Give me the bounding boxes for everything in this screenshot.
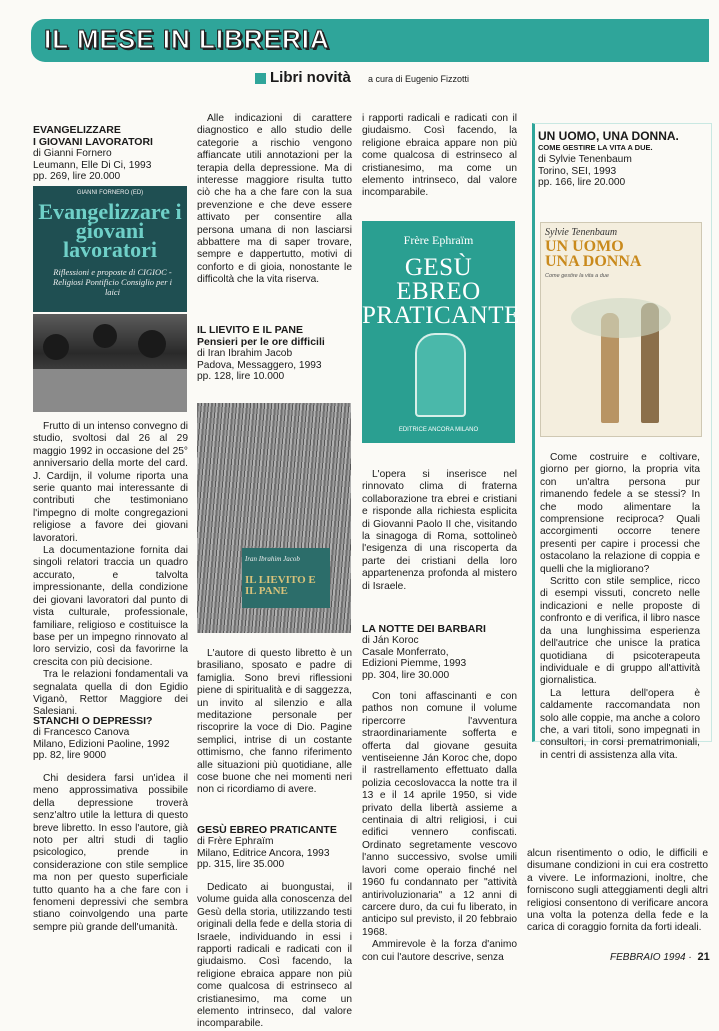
book5-pages-price: pp. 304, lire 30.000 (362, 669, 450, 681)
book4-author: di Frère Ephraïm (197, 836, 274, 847)
book1-cover-title: Evangelizzare i giovani lavoratori (38, 199, 182, 262)
book5-text-part2 (527, 848, 708, 935)
book1-photo (33, 314, 187, 412)
book6-paragraph: Scritto con stile semplice, ricco di esempi vissuti, concreto nelle indicazioni e nelle proposte di confronto e di verifica, il libro nasce da una lunghissima esperienza dell'autrice che unisce la pratica quotidiana di psicoterapeuta individuale e di gruppo all'attività giornalistica. (540, 576, 700, 687)
book4-text-part2 (362, 113, 517, 213)
book2-publisher: Milano, Edizioni Paoline, 1992 (33, 738, 170, 750)
book5-paragraph-tail: alcun risentimento o odio, le difficili e disumane condizioni in cui era costretto a vivere. Le informazioni, inoltre, che forniscono sugli atteggiamenti degli altri religiosi consentono di verificare ancora una volta la potenza della fede e la carica di coraggio fornita da forti ideali. (527, 848, 708, 934)
book3-header (197, 324, 357, 383)
book5-header (362, 623, 522, 681)
book6-author: di Sylvie Tenenbaum (538, 154, 632, 165)
book5-author: di Ján Koroc (362, 635, 419, 646)
book3-publisher: Padova, Messaggero, 1993 (197, 359, 322, 371)
book6-title: UN UOMO, UNA DONNA. (538, 129, 679, 143)
book4-publisher: Milano, Editrice Ancora, 1993 (197, 847, 330, 859)
book4-paragraph: L'opera si inserisce nel rinnovato clima di fraterna collaborazione tra ebrei e cristiani e risponde alla richiesta esplicita di Giovanni Paolo II che, visitando la sinagoga di Roma, sottolineò l'esigenza di una riscoperta da parte dei cristiani della loro appartenenza profonda al mistero di Israele. (362, 469, 517, 592)
book1-cover (33, 186, 187, 312)
issue-date: FEBBRAIO 1994 (610, 952, 686, 963)
book4-title: GESÙ EBREO PRATICANTE (197, 824, 337, 836)
column-marker (255, 73, 266, 84)
book4-cover-author: Frère Ephraïm (403, 233, 474, 247)
book3-title: IL LIEVITO E IL PANE (197, 324, 303, 336)
book6-header (538, 130, 706, 189)
book6-subtitle: COME GESTIRE LA VITA A DUE. (538, 143, 653, 152)
book6-paragraph: Come costruire e coltivare, giorno per giorno, la propria vita con un'altra persona pur rimanendo fedele a se stessi? In che modo alimentare la comprensione reciproca? Quali accorgimenti occorre tenere presenti per capire i processi che ostacolano la relazione di coppia e quelli che la migliorano? (540, 452, 700, 575)
book2-text-part1 (33, 773, 188, 948)
page-footer: FEBBRAIO 1994 · 21 (610, 951, 710, 963)
book1-paragraph: La documentazione fornita dai singoli relatori traccia un quadro accurato, e talvolta impressionante, della condizione dei giovani lavoratori dal punto di vista culturale, professionale, familiare, religioso e costituisce la base per un impegno rinnovato al loro servizio, così da favorirne la crescita con più decisione. (33, 545, 188, 668)
book4-cover (362, 221, 520, 443)
book6-cover (540, 222, 702, 437)
book5-paragraph: Con toni affascinanti e con pathos non comune il volume ripercorre l'avventura straordinariamente sofferta e offerta dal giovane gesuita ventiseienne Ján Koroc che, dopo il rastrellamento effettuato dalla polizia cecoslovacca la notte tra il 13 e il 14 aprile 1950, si vide privato della libertà assieme a centinaia di altri religiosi, i cui edifici vennero confiscati. Ordinato segretamente vescovo l'anno successivo, svolse umili lavori come operaio finché nel 1960 fu condannato per "attività antirivoluzionaria" a 12 anni di carcere duro, da cui fu liberato, in anticipo sul previsto, il 20 febbraio 1968. (362, 691, 517, 938)
book5-paragraph-start: Ammirevole è la forza d'animo con cui l'autore descrive, senza (362, 939, 517, 963)
book2-paragraph: Chi desidera farsi un'idea il meno approssimativa possibile della depressione troverà senz'altro utile la lettura di questo breve libretto. In esso l'autore, già noto per altri studi di taglio psicologico, prende in considerazione con stile semplice ma non per questo superficiale tutto quanto ha a che fare con i fenomeni depressivi che sembra stiano coinvolgendo una parte sempre più grande dell'umanità. (33, 773, 188, 933)
book5-title: LA NOTTE DEI BARBARI (362, 623, 486, 635)
book4-text-part1 (197, 882, 352, 1030)
book4-paragraph-tail: i rapporti radicali e radicati con il giudaismo. Così facendo, la religione ebraica appare non più come qualcosa di estrinseco al cristianesimo, ma come un elemento intrinseco, dal valore incomparabile. (362, 113, 517, 199)
book3-cover (197, 403, 351, 633)
book1-author: di Gianni Fornero (33, 148, 112, 159)
book4-pages-price: pp. 315, lire 35.000 (197, 859, 285, 871)
book1-pages-price: pp. 269, lire 20.000 (33, 171, 121, 183)
book3-cover-author: Iran Ibrahim Jacob (245, 555, 300, 563)
book3-cover-title: IL LIEVITO E IL PANE (245, 574, 316, 597)
book6-cover-subtitle: Come gestire la vita a due (545, 273, 609, 279)
book1-paragraph: Tra le relazioni fondamentali va segnalata quella di don Egidio Viganò, Rettor Maggiore dei Salesiani. (33, 669, 188, 718)
book1-paragraph: Frutto di un intenso convegno di studio, svoltosi dal 26 al 29 maggio 1992 in occasione del 25° anniversario della morte del card. J. Cardijn, il volume riporta una serie quanto mai interessante di contributi che testimoniano l'impegno di molte congregazioni religiose a favore dei giovani lavoratori. (33, 421, 188, 544)
book6-pages-price: pp. 166, lire 20.000 (538, 177, 626, 189)
page-number: 21 (697, 951, 710, 963)
book4-cover-title: GESÙ EBREO PRATICANTE (362, 254, 520, 329)
book2-header (33, 715, 193, 762)
book6-cover-author: Sylvie Tenenbaum (545, 227, 618, 238)
book4-header (197, 824, 357, 871)
book1-cover-subtitle: Riflessioni e proposte di CIGIOC - Religiosi Pontificio Consiglio per i laici (53, 267, 172, 297)
book5-publisher-line2: Edizioni Piemme, 1993 (362, 658, 467, 670)
column-title: Libri novità (270, 69, 351, 86)
book3-pages-price: pp. 128, lire 10.000 (197, 371, 285, 383)
book1-title-line2: I GIOVANI LAVORATORI (33, 136, 153, 148)
book6-paragraph: La lettura dell'opera è caldamente raccomandata non solo alle coppie, ma anche a coloro che, a vari titoli, sono impegnati in consultori, in corsi prematrimoniali, in centri di assistenza alla vita. (540, 687, 700, 761)
book2-author: di Francesco Canova (33, 727, 130, 738)
book1-header (33, 124, 193, 183)
book4-text-part3 (362, 469, 517, 593)
book1-publisher: Leumann, Elle Di Ci, 1993 (33, 159, 152, 171)
book1-text (33, 421, 188, 719)
book2-text-part2 (197, 113, 352, 287)
book1-cover-editors: GIANNI FORNERO (ED) (76, 190, 144, 196)
book2-pages-price: pp. 82, lire 9000 (33, 750, 107, 762)
book3-author: di Iran Ibrahim Jacob (197, 348, 293, 359)
book4-cover-publisher: EDITRICE ANCORA MILANO (398, 427, 479, 433)
book5-publisher: Casale Monferrato, (362, 646, 449, 658)
book5-text-part1 (362, 691, 517, 975)
book2-paragraph: Alle indicazioni di carattere diagnostico e allo studio delle categorie a rischio vengono affiancate utili annotazioni per la terapia della depressione. Ma di interesse maggiore risulta tutto ciò che ha a che fare con la sua prevenzione e che deve essere attivato per consentire alla persona umana di non lasciarsi abbattere ma di saper trovare, sempre e dappertutto, motivi di conforto e di gioia, nonostante le difficoltà che la vita riserva. (197, 113, 352, 286)
menorah-emblem-icon (415, 333, 466, 417)
book6-cover-title: UN UOMO UNA DONNA (545, 238, 642, 270)
book4-paragraph: Dedicato ai buongustai, il volume guida alla conoscenza del Gesù della storia, utilizzando testi originali della fede e della storia di Israele, individuando in essi i rapporti radicali e radicati con il giudaismo. Così facendo, la religione ebraica appare non più come qualcosa di estrinseco al cristianesimo, ma come un elemento intrinseco, dal valore incomparabile. (197, 882, 352, 1030)
book3-paragraph: L'autore di questo libretto è un brasiliano, sposato e padre di famiglia. Sono brevi riflessioni piene di spiritualità e di saggezza, un invito al silenzio e alla meditazione personale per riscoprire la voce di Dio. Pagine semplici, intrise di un costante ottimismo, che fanno riferimento alle situazioni più quotidiane, alle cose buone che nei momenti neri non ci ricordiamo di avere. (197, 648, 352, 796)
book3-subtitle: Pensieri per le ore difficili (197, 336, 325, 348)
book3-text (197, 648, 352, 797)
section-title: IL MESE IN LIBRERIA (44, 24, 330, 54)
column-credit: a cura di Eugenio Fizzotti (368, 74, 470, 84)
book2-title: STANCHI O DEPRESSI? (33, 715, 153, 727)
book6-publisher: Torino, SEI, 1993 (538, 165, 617, 177)
book6-text (540, 452, 700, 762)
book1-title: EVANGELIZZARE (33, 124, 121, 136)
